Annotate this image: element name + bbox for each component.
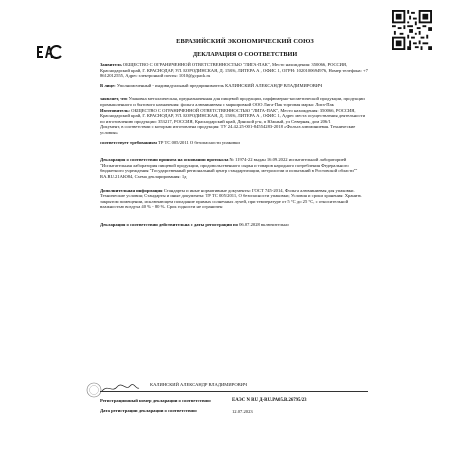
requirements-text: ТР ТС 005/2011 О безопасности упаковки xyxy=(158,139,240,145)
reg-number-value: ЕАЭС N RU Д-RU.РА05.В.26795/23 xyxy=(232,398,307,403)
validity-text: 06.07.2028 включительно xyxy=(239,221,289,227)
eac-logo-icon xyxy=(36,44,62,60)
additional-text: Стандарты и иные нормативные документы: ГОСТ 745-2014, Фольга алюминиевая для упаковки. Технические условия; Стандарты и иные документы: ТР ТС 005/2011, О безопасности упаковки; Условия и сроки хранения: Хранить закрытом помещении, исключающем попадание прямых солнечных лучей, при температуре от 5 °С до 25 °С, с относительной влажностью воздуха 40 % - 80 %. Срок годности не ограничен xyxy=(100,187,362,210)
applicant-text: ОБЩЕСТВО С ОГРАНИЧЕННОЙ ОТВЕТСТВЕННОСТЬЮ "ЛИГА-ПАК", Место нахождения: 350066, РОССИЯ, Краснодарский край, Г. КРАСНОДАР, УЛ. БОРОДИНСКАЯ, Д. 158/6, ЛИТЕРА А , ОФИС 1, ОГРН: 1020100694976, Номер телефона: +7 8612012555, Адрес электронной почты: 1010@gcpack.ru xyxy=(100,62,368,79)
basis-label: Декларация о соответствии принята на основании протокола xyxy=(100,157,229,163)
reg-number-label: Регистрационный номер декларации о соответствии: xyxy=(100,398,212,403)
document-header xyxy=(100,38,390,58)
signatory-name: КАЛИНСКИЙ АЛЕКСАНДР ВЛАДИМИРОВИЧ xyxy=(150,382,248,387)
representative-text: Уполномоченный - индивидуальный предприниматель КАЛИНСКИЙ АЛЕКСАНДР ВЛАДИМИРОВИЧ xyxy=(116,82,323,88)
signature-scribble-icon xyxy=(100,382,140,394)
declaration-title: ДЕКЛАРАЦИЯ О СООТВЕТСТВИИ xyxy=(192,51,298,58)
documents-line: Документ, в соответствии с которым изготовлена продукция: ТУ 24.42.25-001-84554283-2018 «Фольга алюминиевая. Технические условия» xyxy=(100,124,356,135)
reg-date-label: Дата регистрации декларации о соответствии: xyxy=(100,408,198,413)
applicant-label: Заявитель xyxy=(100,62,122,67)
declaration-body xyxy=(100,62,368,227)
additional-block xyxy=(100,188,368,210)
manufacturer-block xyxy=(100,108,368,125)
reg-date-value: 12.07.2023 xyxy=(232,409,253,414)
manufacturer-label: Изготовитель: xyxy=(100,107,130,113)
qr-code-icon xyxy=(392,10,432,50)
declares-text: Упаковка металлическая, предназначенная для пищевой продукции, парфюмерно-косметической продукции, продукции промышленного и бытового назначения: фольга алюминиевая с маркировкой ООО Лига-Пак торговая марка: Лига-Пак xyxy=(100,96,365,107)
manufacturer-text: ОБЩЕСТВО С ОГРАНИЧЕННОЙ ОТВЕТСТВЕННОСТЬЮ "ЛИГА-ПАК", Место нахождения: 350066, РОССИЯ, Краснодарский край, Г. КРАСНОДАР, УЛ. БОРОДИНСКАЯ, Д. 158/6, ЛИТЕРА А , ОФИС 1, Адрес места осуществления деятельности по изготовлению продукции: 353217, РОССИЯ, Краснодарский край, Динской р-н, п Южный, ул Северная, дом 206/1 xyxy=(100,107,366,124)
signature-divider xyxy=(100,391,368,392)
union-title: ЕВРАЗИЙСКИЙ ЭКОНОМИЧЕСКИЙ СОЮЗ xyxy=(176,38,314,45)
validity-label: Декларация о соответствии действительна с даты регистрации по xyxy=(100,221,238,227)
requirements-label: соответствует требованиям xyxy=(100,139,157,145)
additional-label: Дополнительная информация xyxy=(100,187,163,193)
declares-block xyxy=(100,96,368,107)
declares-label: заявляет, что xyxy=(100,96,128,102)
basis-block xyxy=(100,157,368,179)
basis-text: № 11974-22 выдан 16.09.2022 испытательной лабораторией "Испытательная лаборатория пищевой продукции, продовольственного сырья и товаров народного потребления Федерального бюджетного учреждения "Государственный региональный центр стандартизации, метрологии и испытаний в Ростовской области"" RA.RU.21АЮ84, Схема декларирования: 1д xyxy=(100,157,358,179)
applicant-block xyxy=(100,62,368,79)
validity-block xyxy=(100,222,368,228)
representative-label: В лице: xyxy=(100,82,116,88)
